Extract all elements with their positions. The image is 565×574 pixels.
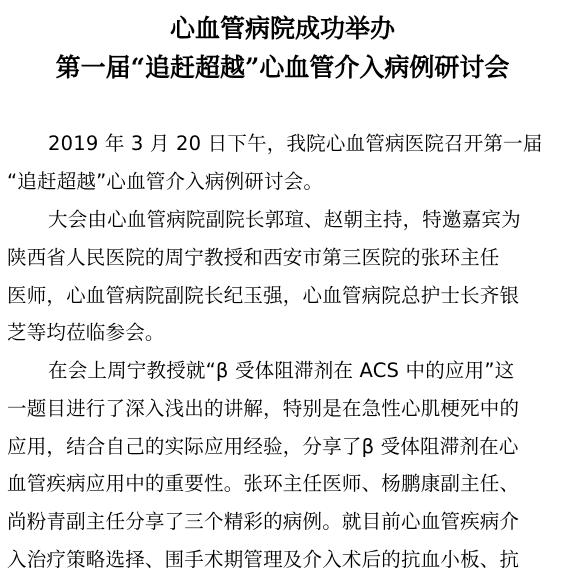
paragraph-2-line-2: 陕西省人民医院的周宁教授和西安市第三医院的张环主任 (7, 246, 500, 269)
paragraph-3-line-3: 应用，结合自己的实际应用经验，分享了β 受体阻滞剂在心 (7, 435, 519, 458)
paragraph-3-line-1: 在会上周宁教授就“β 受体阻滞剂在 ACS 中的应用”这 (48, 359, 515, 382)
paragraph-3-line-5: 尚粉青副主任分享了三个精彩的病例。就目前心血管疾病介 (7, 510, 520, 533)
paragraph-1-line-1: 2019 年 3 月 20 日下午，我院心血管病医院召开第一届 (48, 132, 543, 155)
title-line-2: 第一届“追赶超越”心血管介入病例研讨会 (55, 53, 510, 82)
paragraph-2-line-4: 芝等均莅临参会。 (7, 321, 165, 344)
paragraph-1-line-2: “追赶超越”心血管介入病例研讨会。 (7, 170, 324, 193)
paragraph-3-line-6: 入治疗策略选择、围手术期管理及介入术后的抗血小板、抗 (7, 548, 520, 571)
paragraph-3-line-2: 一题目进行了深入浅出的讲解，特别是在急性心肌梗死中的 (7, 397, 520, 420)
paragraph-2-line-1: 大会由心血管病院副院长郭瑄、赵朝主持，特邀嘉宾为 (48, 208, 521, 231)
paragraph-3-line-4: 血管疾病应用中的重要性。张环主任医师、杨鹏康副主任、 (7, 472, 520, 495)
paragraph-2-line-3: 医师，心血管病院副院长纪玉强，心血管病院总护士长齐银 (7, 284, 520, 307)
title-line-1: 心血管病院成功举办 (169, 14, 395, 43)
